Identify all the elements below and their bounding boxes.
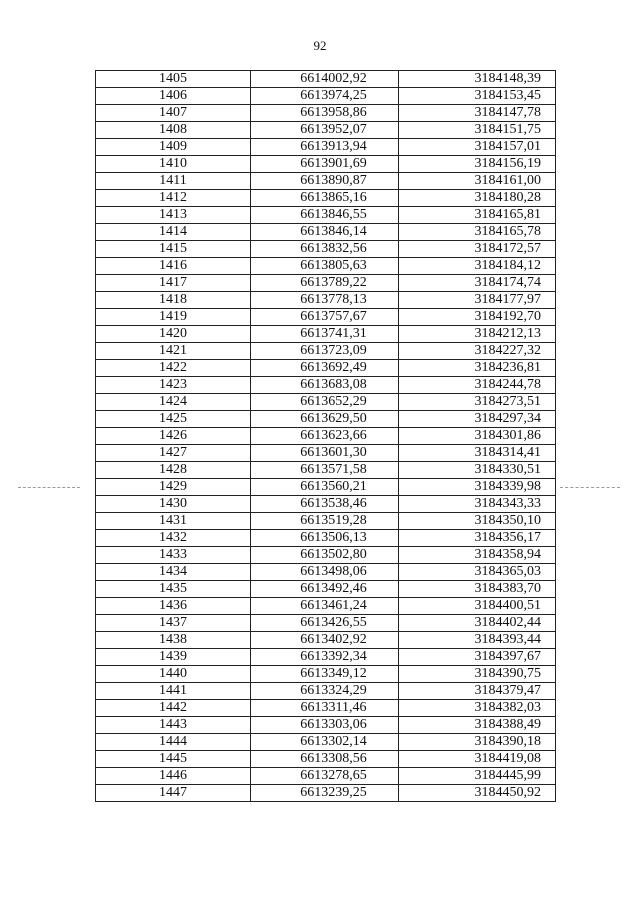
coordinates-table <box>95 70 556 802</box>
x-coordinate-cell: 6613629,50 <box>251 411 399 428</box>
point-number-cell: 1436 <box>96 598 251 615</box>
point-number-cell: 1407 <box>96 105 251 122</box>
point-number-cell: 1426 <box>96 428 251 445</box>
y-coordinate-cell: 3184388,49 <box>399 717 556 734</box>
table-row <box>96 479 556 496</box>
x-coordinate-cell: 6613571,58 <box>251 462 399 479</box>
point-number-cell: 1447 <box>96 785 251 802</box>
table-row <box>96 632 556 649</box>
y-coordinate-cell: 3184151,75 <box>399 122 556 139</box>
y-coordinate-cell: 3184157,01 <box>399 139 556 156</box>
x-coordinate-cell: 6613832,56 <box>251 241 399 258</box>
table-row <box>96 122 556 139</box>
point-number-cell: 1430 <box>96 496 251 513</box>
y-coordinate-cell: 3184390,75 <box>399 666 556 683</box>
y-coordinate-cell: 3184419,08 <box>399 751 556 768</box>
point-number-cell: 1419 <box>96 309 251 326</box>
point-number-cell: 1442 <box>96 700 251 717</box>
x-coordinate-cell: 6613392,34 <box>251 649 399 666</box>
x-coordinate-cell: 6613974,25 <box>251 88 399 105</box>
point-number-cell: 1415 <box>96 241 251 258</box>
y-coordinate-cell: 3184382,03 <box>399 700 556 717</box>
table-row <box>96 683 556 700</box>
y-coordinate-cell: 3184165,78 <box>399 224 556 241</box>
point-number-cell: 1427 <box>96 445 251 462</box>
x-coordinate-cell: 6614002,92 <box>251 71 399 88</box>
point-number-cell: 1418 <box>96 292 251 309</box>
table-row <box>96 513 556 530</box>
x-coordinate-cell: 6613402,92 <box>251 632 399 649</box>
x-coordinate-cell: 6613789,22 <box>251 275 399 292</box>
x-coordinate-cell: 6613913,94 <box>251 139 399 156</box>
x-coordinate-cell: 6613311,46 <box>251 700 399 717</box>
x-coordinate-cell: 6613502,80 <box>251 547 399 564</box>
y-coordinate-cell: 3184177,97 <box>399 292 556 309</box>
table-row <box>96 173 556 190</box>
y-coordinate-cell: 3184180,28 <box>399 190 556 207</box>
table-row <box>96 700 556 717</box>
point-number-cell: 1428 <box>96 462 251 479</box>
scan-artifact-line-right <box>560 487 620 488</box>
y-coordinate-cell: 3184297,34 <box>399 411 556 428</box>
y-coordinate-cell: 3184402,44 <box>399 615 556 632</box>
y-coordinate-cell: 3184379,47 <box>399 683 556 700</box>
x-coordinate-cell: 6613846,14 <box>251 224 399 241</box>
point-number-cell: 1413 <box>96 207 251 224</box>
x-coordinate-cell: 6613426,55 <box>251 615 399 632</box>
table-row <box>96 139 556 156</box>
table-row <box>96 394 556 411</box>
y-coordinate-cell: 3184165,81 <box>399 207 556 224</box>
table-row <box>96 71 556 88</box>
point-number-cell: 1410 <box>96 156 251 173</box>
y-coordinate-cell: 3184397,67 <box>399 649 556 666</box>
point-number-cell: 1405 <box>96 71 251 88</box>
y-coordinate-cell: 3184365,03 <box>399 564 556 581</box>
y-coordinate-cell: 3184147,78 <box>399 105 556 122</box>
y-coordinate-cell: 3184393,44 <box>399 632 556 649</box>
table-row <box>96 462 556 479</box>
point-number-cell: 1446 <box>96 768 251 785</box>
y-coordinate-cell: 3184314,41 <box>399 445 556 462</box>
point-number-cell: 1429 <box>96 479 251 496</box>
table-row <box>96 496 556 513</box>
point-number-cell: 1434 <box>96 564 251 581</box>
y-coordinate-cell: 3184445,99 <box>399 768 556 785</box>
point-number-cell: 1444 <box>96 734 251 751</box>
point-number-cell: 1406 <box>96 88 251 105</box>
x-coordinate-cell: 6613683,08 <box>251 377 399 394</box>
x-coordinate-cell: 6613692,49 <box>251 360 399 377</box>
point-number-cell: 1445 <box>96 751 251 768</box>
point-number-cell: 1412 <box>96 190 251 207</box>
point-number-cell: 1443 <box>96 717 251 734</box>
y-coordinate-cell: 3184343,33 <box>399 496 556 513</box>
coordinates-table-body <box>96 71 556 802</box>
table-row <box>96 734 556 751</box>
table-row <box>96 360 556 377</box>
table-row <box>96 309 556 326</box>
point-number-cell: 1408 <box>96 122 251 139</box>
y-coordinate-cell: 3184244,78 <box>399 377 556 394</box>
x-coordinate-cell: 6613846,55 <box>251 207 399 224</box>
y-coordinate-cell: 3184339,98 <box>399 479 556 496</box>
x-coordinate-cell: 6613538,46 <box>251 496 399 513</box>
table-row <box>96 564 556 581</box>
point-number-cell: 1420 <box>96 326 251 343</box>
y-coordinate-cell: 3184192,70 <box>399 309 556 326</box>
y-coordinate-cell: 3184161,00 <box>399 173 556 190</box>
y-coordinate-cell: 3184330,51 <box>399 462 556 479</box>
table-row <box>96 190 556 207</box>
y-coordinate-cell: 3184383,70 <box>399 581 556 598</box>
table-row <box>96 241 556 258</box>
table-row <box>96 581 556 598</box>
table-row <box>96 445 556 462</box>
x-coordinate-cell: 6613519,28 <box>251 513 399 530</box>
point-number-cell: 1431 <box>96 513 251 530</box>
point-number-cell: 1433 <box>96 547 251 564</box>
point-number-cell: 1416 <box>96 258 251 275</box>
point-number-cell: 1432 <box>96 530 251 547</box>
table-row <box>96 275 556 292</box>
x-coordinate-cell: 6613952,07 <box>251 122 399 139</box>
y-coordinate-cell: 3184156,19 <box>399 156 556 173</box>
table-row <box>96 615 556 632</box>
table-row <box>96 666 556 683</box>
table-row <box>96 88 556 105</box>
point-number-cell: 1437 <box>96 615 251 632</box>
scan-artifact-line-left <box>18 487 80 488</box>
y-coordinate-cell: 3184450,92 <box>399 785 556 802</box>
point-number-cell: 1421 <box>96 343 251 360</box>
point-number-cell: 1411 <box>96 173 251 190</box>
table-row <box>96 751 556 768</box>
point-number-cell: 1435 <box>96 581 251 598</box>
x-coordinate-cell: 6613308,56 <box>251 751 399 768</box>
x-coordinate-cell: 6613778,13 <box>251 292 399 309</box>
y-coordinate-cell: 3184358,94 <box>399 547 556 564</box>
y-coordinate-cell: 3184400,51 <box>399 598 556 615</box>
table-row <box>96 258 556 275</box>
x-coordinate-cell: 6613239,25 <box>251 785 399 802</box>
x-coordinate-cell: 6613302,14 <box>251 734 399 751</box>
page-number: 92 <box>313 38 327 53</box>
x-coordinate-cell: 6613461,24 <box>251 598 399 615</box>
x-coordinate-cell: 6613492,46 <box>251 581 399 598</box>
x-coordinate-cell: 6613958,86 <box>251 105 399 122</box>
table-row <box>96 428 556 445</box>
y-coordinate-cell: 3184390,18 <box>399 734 556 751</box>
table-row <box>96 326 556 343</box>
table-row <box>96 156 556 173</box>
x-coordinate-cell: 6613757,67 <box>251 309 399 326</box>
y-coordinate-cell: 3184273,51 <box>399 394 556 411</box>
x-coordinate-cell: 6613652,29 <box>251 394 399 411</box>
x-coordinate-cell: 6613805,63 <box>251 258 399 275</box>
x-coordinate-cell: 6613901,69 <box>251 156 399 173</box>
point-number-cell: 1423 <box>96 377 251 394</box>
table-row <box>96 547 556 564</box>
point-number-cell: 1417 <box>96 275 251 292</box>
point-number-cell: 1424 <box>96 394 251 411</box>
x-coordinate-cell: 6613506,13 <box>251 530 399 547</box>
y-coordinate-cell: 3184174,74 <box>399 275 556 292</box>
y-coordinate-cell: 3184350,10 <box>399 513 556 530</box>
x-coordinate-cell: 6613560,21 <box>251 479 399 496</box>
table-row <box>96 649 556 666</box>
x-coordinate-cell: 6613349,12 <box>251 666 399 683</box>
x-coordinate-cell: 6613601,30 <box>251 445 399 462</box>
y-coordinate-cell: 3184227,32 <box>399 343 556 360</box>
x-coordinate-cell: 6613723,09 <box>251 343 399 360</box>
y-coordinate-cell: 3184172,57 <box>399 241 556 258</box>
x-coordinate-cell: 6613498,06 <box>251 564 399 581</box>
x-coordinate-cell: 6613324,29 <box>251 683 399 700</box>
table-row <box>96 343 556 360</box>
point-number-cell: 1439 <box>96 649 251 666</box>
table-row <box>96 785 556 802</box>
x-coordinate-cell: 6613741,31 <box>251 326 399 343</box>
x-coordinate-cell: 6613865,16 <box>251 190 399 207</box>
point-number-cell: 1425 <box>96 411 251 428</box>
x-coordinate-cell: 6613303,06 <box>251 717 399 734</box>
point-number-cell: 1422 <box>96 360 251 377</box>
point-number-cell: 1438 <box>96 632 251 649</box>
table-row <box>96 377 556 394</box>
y-coordinate-cell: 3184212,13 <box>399 326 556 343</box>
table-row <box>96 411 556 428</box>
point-number-cell: 1441 <box>96 683 251 700</box>
y-coordinate-cell: 3184184,12 <box>399 258 556 275</box>
table-row <box>96 598 556 615</box>
y-coordinate-cell: 3184236,81 <box>399 360 556 377</box>
y-coordinate-cell: 3184356,17 <box>399 530 556 547</box>
x-coordinate-cell: 6613278,65 <box>251 768 399 785</box>
table-row <box>96 105 556 122</box>
table-row <box>96 207 556 224</box>
table-row <box>96 530 556 547</box>
x-coordinate-cell: 6613890,87 <box>251 173 399 190</box>
point-number-cell: 1409 <box>96 139 251 156</box>
y-coordinate-cell: 3184301,86 <box>399 428 556 445</box>
y-coordinate-cell: 3184148,39 <box>399 71 556 88</box>
point-number-cell: 1414 <box>96 224 251 241</box>
point-number-cell: 1440 <box>96 666 251 683</box>
table-row <box>96 768 556 785</box>
x-coordinate-cell: 6613623,66 <box>251 428 399 445</box>
table-row <box>96 292 556 309</box>
y-coordinate-cell: 3184153,45 <box>399 88 556 105</box>
table-row <box>96 717 556 734</box>
table-row <box>96 224 556 241</box>
